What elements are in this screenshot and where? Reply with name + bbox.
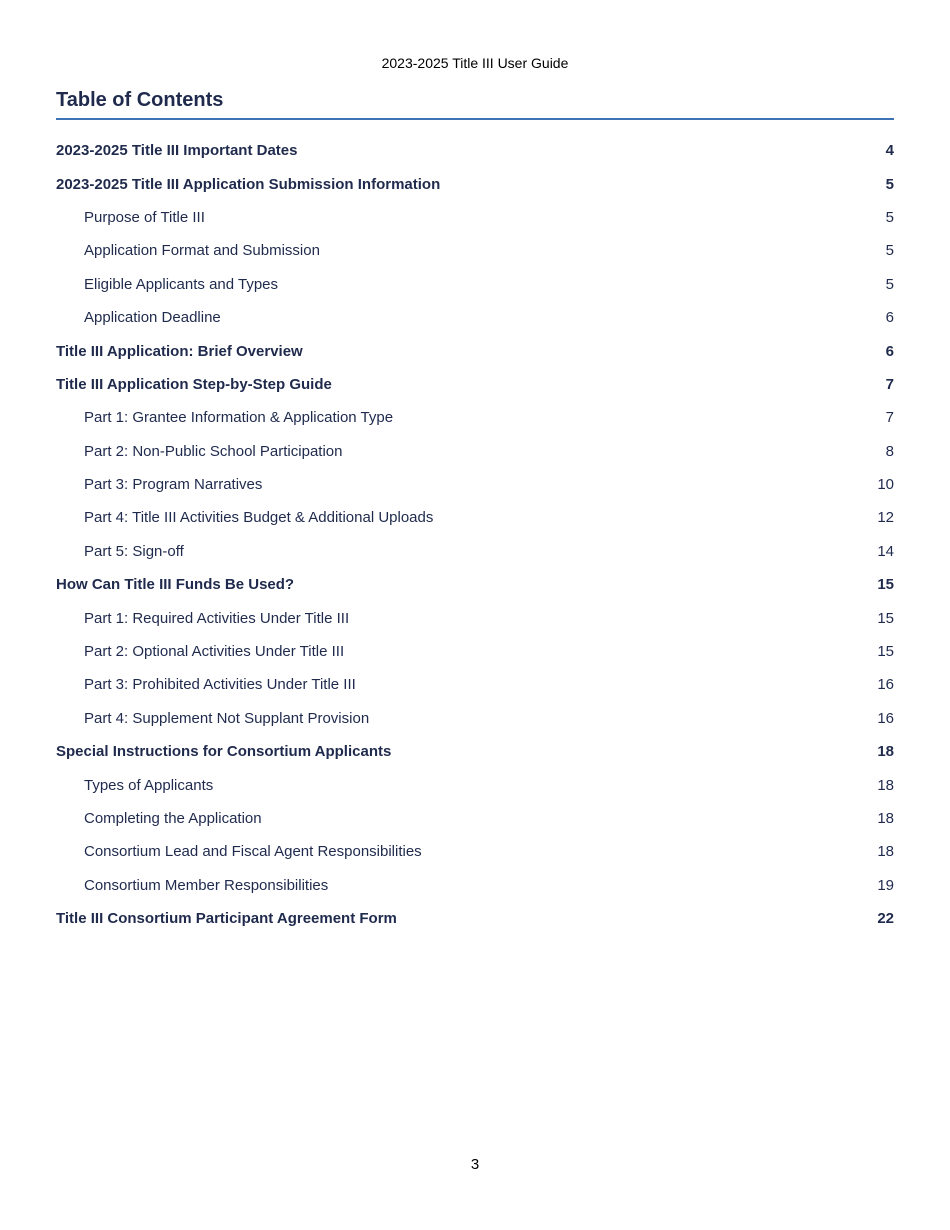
toc-entry-page[interactable]: 12 [877, 509, 894, 527]
toc-entry-page[interactable]: 14 [877, 542, 894, 560]
page-title: Table of Contents [56, 89, 224, 111]
toc-entry[interactable] [56, 268, 894, 301]
toc-entry-page[interactable]: 16 [877, 676, 894, 694]
toc-entry-label[interactable]: Purpose of Title III [84, 208, 205, 226]
toc-entry-page[interactable]: 4 [885, 142, 894, 160]
toc-entry-page[interactable]: 18 [877, 743, 894, 761]
toc-entry-label[interactable]: Part 3: Program Narratives [84, 476, 263, 494]
toc-entry[interactable] [56, 134, 894, 167]
toc-entry[interactable] [56, 768, 894, 801]
toc-entry-label[interactable]: 2023-2025 Title III Application Submission Information [56, 175, 441, 193]
toc-entry[interactable] [56, 368, 894, 401]
toc-entry-page[interactable]: 5 [885, 208, 894, 226]
toc-entry[interactable] [56, 201, 894, 234]
toc-entry[interactable] [56, 401, 894, 434]
toc-entry-page[interactable]: 18 [877, 810, 894, 827]
toc-entry-page[interactable]: 6 [885, 342, 894, 360]
toc-entry[interactable] [56, 668, 894, 701]
toc-entry-label[interactable]: Title III Application: Brief Overview [56, 342, 303, 360]
toc-entry[interactable] [56, 802, 894, 835]
toc-entry-page[interactable]: 16 [877, 709, 894, 727]
toc-entry[interactable] [56, 435, 894, 468]
toc-entry-label[interactable]: Application Deadline [84, 309, 221, 327]
toc-entry-label[interactable]: How Can Title III Funds Be Used? [56, 576, 295, 594]
toc-entry-label[interactable]: Title III Consortium Participant Agreement Form [56, 910, 397, 928]
toc-entry[interactable] [56, 334, 894, 367]
toc-entry-page[interactable]: 18 [877, 843, 894, 861]
toc-entry[interactable] [56, 167, 894, 200]
toc-entry-page[interactable]: 10 [877, 476, 894, 494]
toc-entry-page[interactable]: 7 [885, 375, 894, 393]
toc-entry-label[interactable]: Eligible Applicants and Types [84, 275, 279, 293]
toc-entry-label[interactable]: Part 4: Supplement Not Supplant Provision [84, 709, 370, 727]
toc-entry-label[interactable]: 2023-2025 Title III Important Dates [56, 142, 298, 160]
toc-entry-page[interactable]: 8 [885, 442, 894, 460]
toc-entry-label[interactable]: Consortium Lead and Fiscal Agent Responsibilities [84, 843, 422, 861]
toc-entry[interactable] [56, 535, 894, 568]
toc-entry[interactable] [56, 702, 894, 735]
toc-entry-label[interactable]: Consortium Member Responsibilities [84, 876, 329, 894]
toc-entry-page[interactable]: 6 [885, 309, 894, 327]
toc-entry-label[interactable]: Title III Application Step-by-Step Guide [56, 375, 332, 393]
toc-entry-page[interactable]: 15 [877, 576, 894, 594]
toc-entry-page[interactable]: 7 [885, 409, 894, 427]
toc-entry-page[interactable]: 15 [877, 609, 894, 627]
toc-entry[interactable] [56, 635, 894, 668]
toc-entry[interactable] [56, 869, 894, 902]
toc-entry-label[interactable]: Completing the Application [84, 810, 262, 827]
toc-entry[interactable] [56, 468, 894, 501]
toc-entry-label[interactable]: Part 2: Optional Activities Under Title III [84, 643, 345, 661]
toc-entry-label[interactable]: Part 1: Grantee Information & Application Type [84, 409, 394, 427]
toc-entry-page[interactable]: 18 [877, 776, 894, 794]
toc-entry-label[interactable]: Part 5: Sign-off [84, 542, 184, 560]
toc-entry[interactable] [56, 902, 894, 935]
running-header: 2023-2025 Title III User Guide [381, 55, 569, 71]
toc-entry-label[interactable]: Part 1: Required Activities Under Title III [84, 609, 350, 627]
toc-entry-label[interactable]: Types of Applicants [84, 776, 214, 794]
toc-entry[interactable] [56, 234, 894, 267]
toc-entry[interactable] [56, 501, 894, 534]
toc-entry-label[interactable]: Part 4: Title III Activities Budget & Additional Uploads [84, 509, 434, 527]
toc-entry-label[interactable]: Special Instructions for Consortium Applicants [56, 743, 392, 761]
toc-entry[interactable] [56, 735, 894, 768]
title-divider [56, 118, 894, 120]
toc-entry-page[interactable]: 5 [885, 175, 894, 193]
toc-entry-label[interactable]: Part 3: Prohibited Activities Under Title III [84, 676, 356, 694]
toc-entry[interactable] [56, 568, 894, 601]
toc-entry[interactable] [56, 835, 894, 868]
toc-entry-page[interactable]: 5 [885, 275, 894, 293]
toc-entry-label[interactable]: Application Format and Submission [84, 242, 320, 260]
toc-entry[interactable] [56, 301, 894, 334]
toc-entry-page[interactable]: 22 [877, 910, 894, 928]
toc-entry[interactable] [56, 601, 894, 634]
toc-entry-page[interactable]: 15 [877, 643, 894, 661]
toc-entry-page[interactable]: 19 [877, 876, 894, 894]
toc-list [56, 134, 894, 935]
toc-entry-label[interactable]: Part 2: Non-Public School Participation [84, 442, 343, 460]
page-number: 3 [470, 1156, 480, 1173]
toc-entry-page[interactable]: 5 [885, 242, 894, 260]
